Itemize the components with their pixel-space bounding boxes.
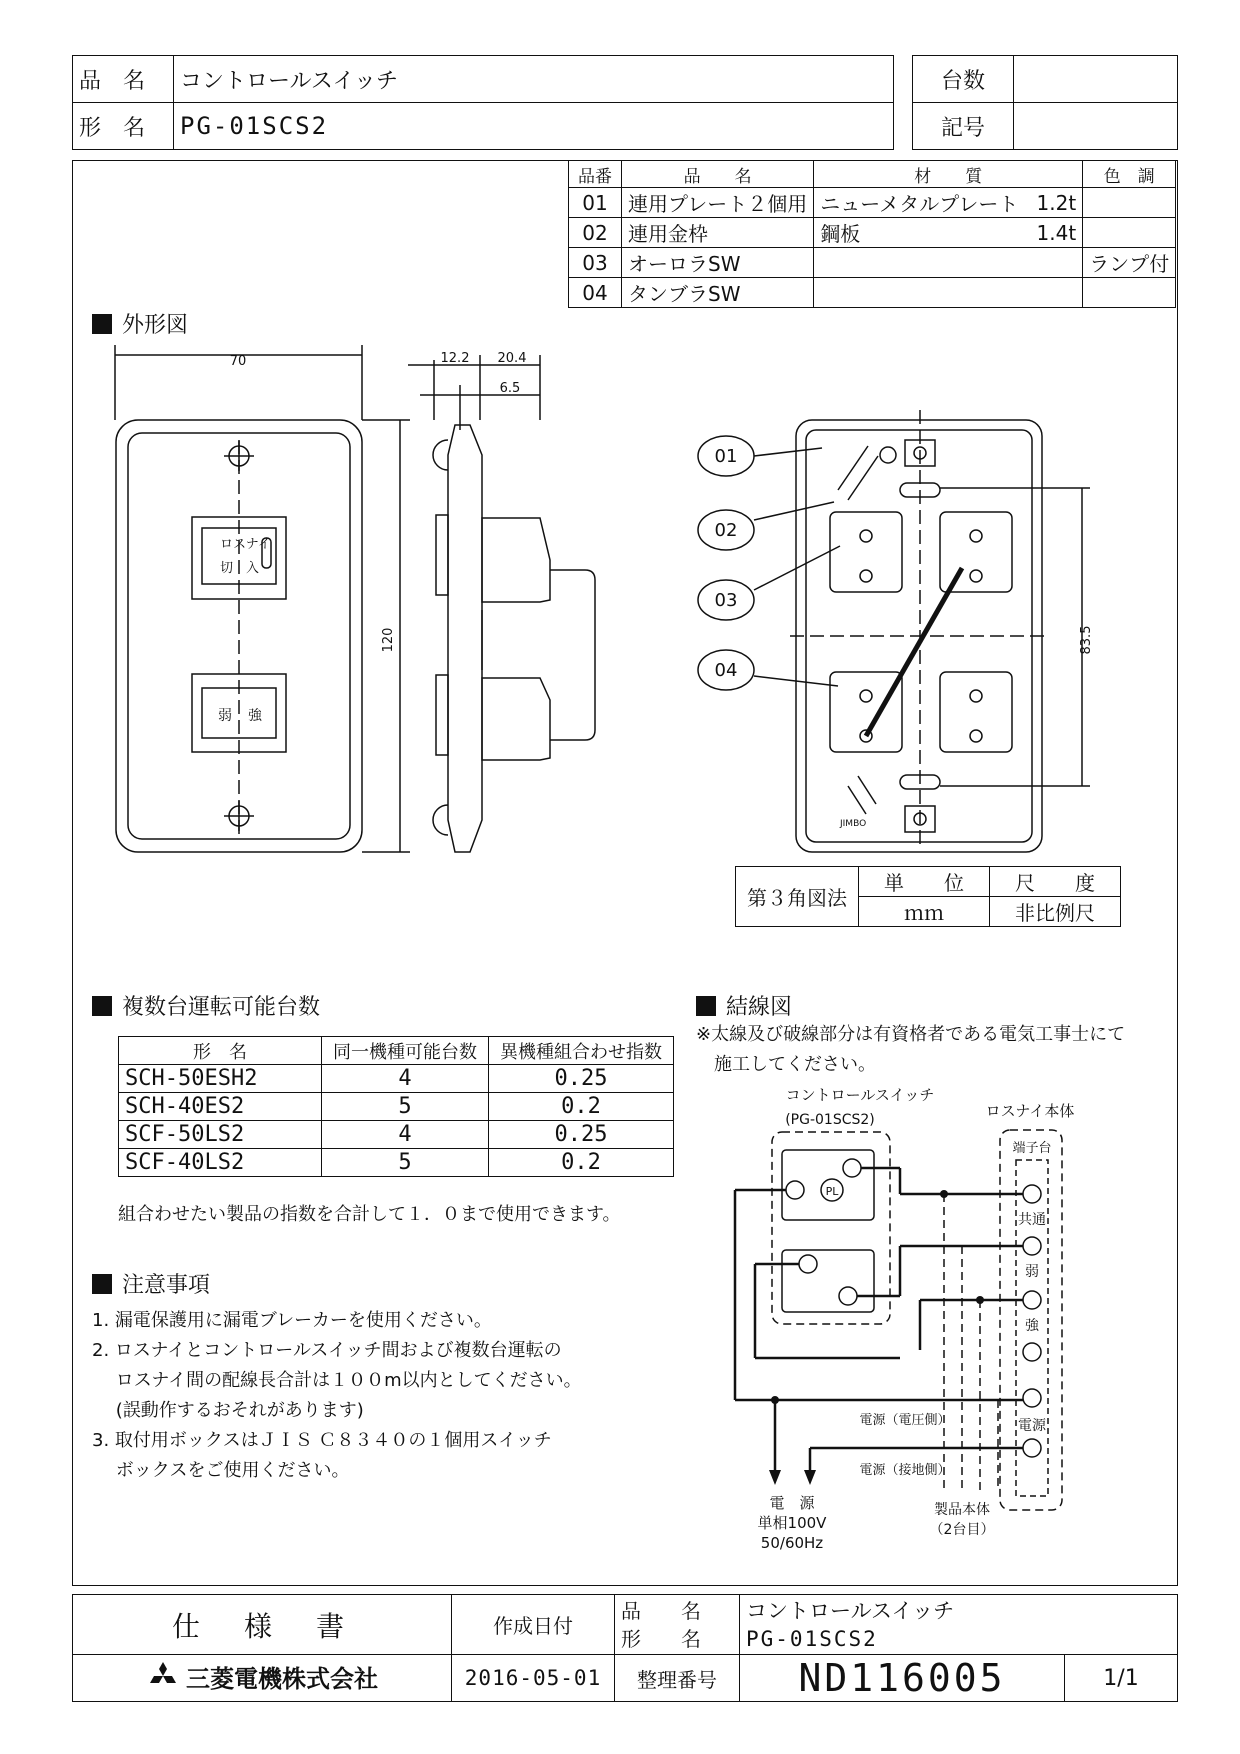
multi-count: 5 — [322, 1093, 489, 1121]
parts-color: ランプ付 — [1083, 248, 1176, 278]
product-name: コントロールスイッチ — [174, 56, 894, 103]
wiring-switch-title: コントロールスイッチ — [785, 1086, 935, 1104]
parts-no: 03 — [569, 248, 622, 278]
callout-02: 02 — [714, 520, 738, 541]
name-model-labels — [615, 1595, 740, 1655]
scale-label: 尺 度 — [990, 867, 1121, 897]
name-label: 品 名 — [73, 56, 174, 103]
sw1-label-top: ロスナイ — [220, 537, 271, 552]
multi-header-model: 形 名 — [119, 1037, 322, 1065]
dim-side2: 20.4 — [497, 351, 527, 366]
ref-label: 整理番号 — [615, 1655, 740, 1702]
sw1-label-off: 切 — [220, 561, 234, 576]
wiring-t1: 共通 — [1018, 1212, 1046, 1228]
page-number: 1/1 — [1065, 1655, 1178, 1702]
parts-no: 04 — [569, 278, 622, 308]
footer-name-value: コントロールスイッチ — [746, 1598, 955, 1623]
wiring-unit-title: ロスナイ本体 — [985, 1102, 1075, 1120]
wiring-note2: 施工してください。 — [714, 1054, 876, 1075]
wiring-power-v: 電源（電圧側） — [859, 1413, 951, 1428]
footer-model-label: 形 名 — [621, 1626, 701, 1651]
caution-line: (誤動作するおそれがあります) — [92, 1400, 364, 1421]
multi-count: 4 — [322, 1121, 489, 1149]
parts-name: 連用プレート２個用 — [622, 188, 814, 218]
wiring-switch-model: (PG-01SCS2) — [785, 1112, 875, 1128]
multi-count: 4 — [322, 1065, 489, 1093]
wiring-product1: 製品本体 — [934, 1502, 990, 1518]
wiring-power-g: 電源（接地側） — [859, 1463, 951, 1478]
footer — [72, 1594, 1178, 1702]
multi-model: SCH-50ESH2 — [119, 1065, 322, 1093]
parts-header-no: 品番 — [569, 161, 622, 188]
parts-name: オーロラSW — [622, 248, 814, 278]
company-name: 三菱電機株式会社 — [186, 1664, 378, 1693]
wiring-t2: 弱 — [1025, 1264, 1039, 1280]
dim-pitch: 83.5 — [1079, 625, 1094, 655]
multi-model: SCF-50LS2 — [119, 1121, 322, 1149]
multi-unit-note: 組合わせたい製品の指数を合計して１．０まで使用できます。 — [118, 1204, 621, 1225]
dim-width: 70 — [229, 354, 247, 369]
wiring-supply2: 単相100V — [757, 1514, 827, 1532]
multi-model: SCH-40ES2 — [119, 1093, 322, 1121]
unit-label: 単 位 — [859, 867, 990, 897]
name-model-values — [740, 1595, 1178, 1655]
sw2-label-strong: 強 — [248, 708, 262, 724]
multi-index: 0.25 — [489, 1065, 674, 1093]
callout-04: 04 — [714, 660, 738, 681]
wiring-product2: （2台目） — [929, 1522, 995, 1538]
created-date: 2016-05-01 — [452, 1655, 615, 1702]
wiring-pl: PL — [825, 1185, 839, 1198]
wiring-supply1: 電 源 — [769, 1494, 815, 1512]
product-model: PG-01SCS2 — [174, 103, 894, 150]
doc-title: 仕 様 書 — [73, 1595, 452, 1655]
mitsubishi-logo-icon — [146, 1662, 180, 1698]
parts-thickness: 1.4t — [1029, 218, 1082, 248]
model-label: 形 名 — [73, 103, 174, 150]
parts-header-material: 材 質 — [814, 161, 1083, 188]
parts-no: 01 — [569, 188, 622, 218]
footer-name-label: 品 名 — [621, 1598, 701, 1623]
multi-unit-title-text: 複数台運転可能台数 — [122, 995, 321, 1020]
wiring-note1: ※太線及び破線部分は有資格者である電気工事士にて — [696, 1024, 1126, 1045]
created-label: 作成日付 — [452, 1595, 615, 1655]
multi-count: 5 — [322, 1149, 489, 1177]
mark-label: 記号 — [913, 103, 1014, 150]
count-label: 台数 — [913, 56, 1014, 103]
wiring-t56: 電源 — [1018, 1418, 1046, 1434]
caution-line: 3. 取付用ボックスはＪＩＳ Ｃ８３４０の１個用スイッチ — [92, 1430, 552, 1451]
unit-value: ｍｍ — [859, 897, 990, 927]
scale-value: 非比例尺 — [990, 897, 1121, 927]
multi-header-index: 異機種組合わせ指数 — [489, 1037, 674, 1065]
ref-number: ND116005 — [740, 1655, 1065, 1702]
multi-index: 0.25 — [489, 1121, 674, 1149]
caution-line: ロスナイ間の配線長合計は１００m以内としてください。 — [92, 1370, 582, 1391]
caution-line: 1. 漏電保護用に漏電ブレーカーを使用ください。 — [92, 1310, 492, 1331]
wiring-title-text: 結線図 — [726, 995, 793, 1020]
parts-material: 鋼板 — [814, 218, 1030, 248]
projection-method: 第３角図法 — [736, 867, 859, 927]
parts-material: ニューメタルプレート — [814, 188, 1030, 218]
wiring-t3: 強 — [1025, 1318, 1039, 1334]
caution-line: 2. ロスナイとコントロールスイッチ間および複数台運転の — [92, 1340, 562, 1361]
parts-thickness: 1.2t — [1029, 188, 1082, 218]
callout-03: 03 — [714, 590, 738, 611]
callout-01: 01 — [714, 446, 738, 467]
dim-side1: 12.2 — [440, 351, 470, 366]
dim-height: 120 — [381, 627, 396, 653]
multi-model: SCF-40LS2 — [119, 1149, 322, 1177]
multi-index: 0.2 — [489, 1093, 674, 1121]
footer-model-value: PG-01SCS2 — [746, 1626, 878, 1651]
sw1-label-on: 入 — [246, 561, 260, 576]
company-cell — [73, 1655, 452, 1702]
multi-header-count: 同一機種可能台数 — [322, 1037, 489, 1065]
multi-index: 0.2 — [489, 1149, 674, 1177]
parts-name: 連用金枠 — [622, 218, 814, 248]
wiring-terminal-title: 端子台 — [1012, 1141, 1052, 1156]
cautions-title-text: 注意事項 — [122, 1273, 211, 1298]
caution-line: ボックスをご使用ください。 — [92, 1460, 350, 1481]
sw2-label-weak: 弱 — [218, 708, 232, 724]
wiring-supply3: 50/60Hz — [760, 1534, 824, 1552]
parts-header-name: 品 名 — [622, 161, 814, 188]
maker-mark: JIMBO — [840, 819, 867, 829]
outline-title-text: 外形図 — [122, 313, 189, 338]
parts-no: 02 — [569, 218, 622, 248]
parts-header-color: 色 調 — [1083, 161, 1176, 188]
dim-side3: 6.5 — [499, 381, 521, 396]
parts-name: タンブラSW — [622, 278, 814, 308]
